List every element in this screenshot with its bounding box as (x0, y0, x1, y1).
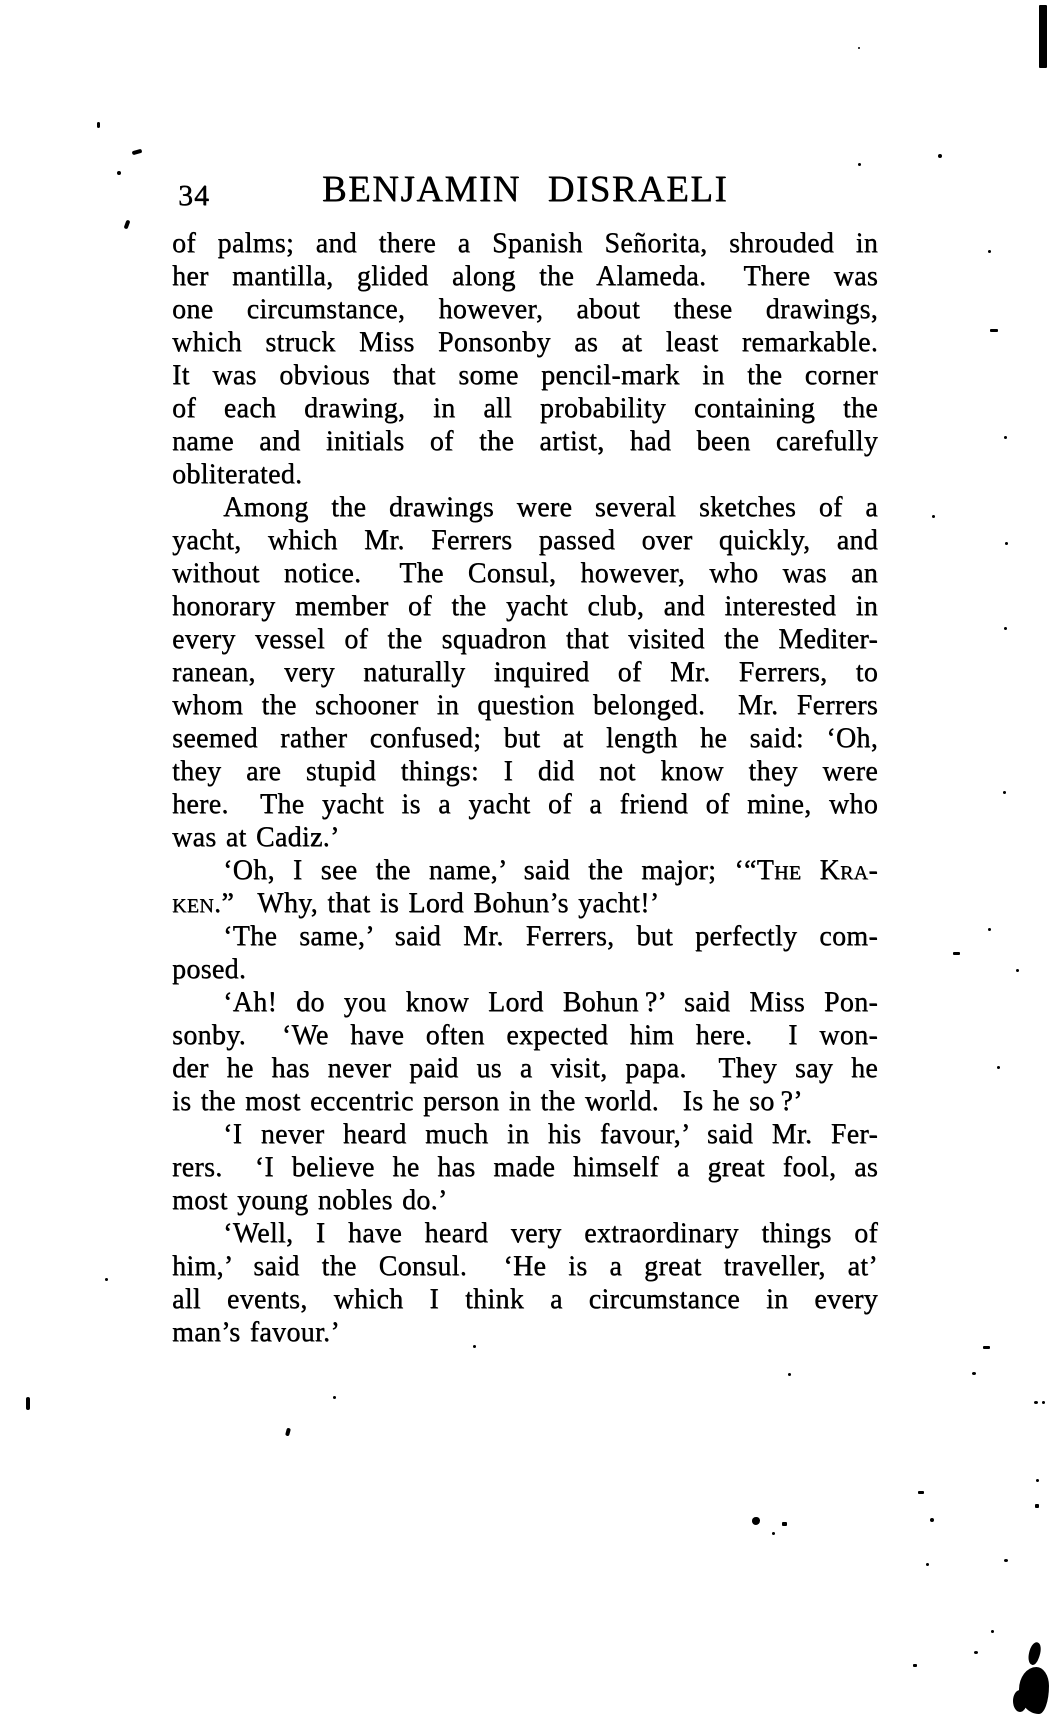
smallcaps-text: he (774, 855, 802, 886)
body-text: him,’ said the Consul. ‘He is a great traveller, at’ (172, 1251, 878, 1282)
scan-mark-streak (1026, 1641, 1044, 1666)
body-text: ‘I never heard much in his favour,’ said Mr. Fer- (223, 1119, 878, 1150)
scan-mark-dot (1004, 436, 1007, 439)
text-line (172, 1085, 878, 1118)
text-line (172, 623, 878, 656)
body-text: rers. ‘I believe he has made himself a great fool, as (172, 1152, 878, 1183)
page-text (172, 227, 878, 1349)
body-text: name and initials of the artist, had been carefully (172, 426, 878, 457)
body-text: which struck Miss Ponsonby as at least remarkable. (172, 327, 878, 358)
scan-mark-dash (983, 1346, 990, 1349)
scan-mark-blob (1019, 1667, 1049, 1714)
body-text: ‘The same,’ said Mr. Ferrers, but perfectly com- (223, 921, 878, 952)
scan-mark-bar (1039, 5, 1047, 68)
text-line (172, 293, 878, 326)
text-line (172, 359, 878, 392)
body-text: honorary member of the yacht club, and interested in (172, 591, 878, 622)
scan-mark-dot (1005, 542, 1008, 545)
text-line (172, 590, 878, 623)
text-line (172, 953, 878, 986)
body-text: man’s favour.’ (172, 1317, 340, 1348)
body-text: K (801, 855, 840, 886)
text-line (172, 656, 878, 689)
body-text: is the most eccentric person in the world. Is he so ?’ (172, 1086, 803, 1117)
text-line (172, 788, 878, 821)
scan-mark-dot (932, 515, 935, 518)
body-text: they are stupid things: I did not know they were (172, 756, 878, 787)
scan-mark-dash (990, 329, 998, 332)
scan-mark-dash (918, 1491, 924, 1494)
scan-mark-dot (1042, 1401, 1045, 1404)
scan-mark-dot (997, 1066, 1000, 1069)
text-line (172, 755, 878, 788)
text-line (172, 1019, 878, 1052)
scan-mark-dash (1035, 1504, 1039, 1508)
running-header: BENJAMIN DISRAELI (321, 169, 729, 210)
scan-mark-dot (1004, 1559, 1008, 1562)
text-line (172, 392, 878, 425)
text-line (172, 491, 878, 524)
body-text: obliterated. (172, 459, 303, 490)
scan-mark-dot (1034, 1401, 1038, 1404)
body-text: ‘Ah! do you know Lord Bohun ?’ said Miss Pon- (223, 987, 878, 1018)
scan-mark-dash (782, 1522, 787, 1526)
page-number: 34 (178, 179, 210, 212)
scan-mark-dot (105, 1278, 108, 1281)
text-line (172, 1151, 878, 1184)
scan-mark-dot (117, 171, 121, 175)
scan-mark-tick (26, 1397, 30, 1410)
body-text: posed. (172, 954, 247, 985)
body-text: every vessel of the squadron that visited the Mediter- (172, 624, 878, 655)
scan-mark-dot (1016, 969, 1019, 972)
body-text: ‘Oh, I see the name,’ said the major; ‘“T (223, 855, 775, 886)
scan-mark-tick (132, 149, 143, 155)
scan-mark-tick (285, 1428, 291, 1437)
scan-mark-tick (97, 122, 100, 128)
scan-mark-dot (1003, 791, 1006, 794)
text-line (172, 689, 878, 722)
scan-mark-blob2 (1013, 1690, 1027, 1712)
body-text: ‘Well, I have heard very extraordinary things of (223, 1218, 878, 1249)
scan-mark-dash (953, 952, 960, 955)
text-line (172, 1184, 878, 1217)
body-text: seemed rather confused; but at length he said: ‘Oh, (172, 723, 878, 754)
body-text: whom the schooner in question belonged. Mr. Ferrers (172, 690, 878, 721)
body-text: sonby. ‘We have often expected him here. I won- (172, 1020, 878, 1051)
scan-mark-dash (913, 1664, 917, 1667)
scan-mark-dot (930, 1518, 934, 1522)
body-text: here. The yacht is a yacht of a friend of mine, who (172, 789, 878, 820)
text-line (172, 854, 878, 887)
scan-mark-dot (926, 1563, 929, 1566)
text-line (172, 524, 878, 557)
scan-mark-dot (1004, 627, 1007, 630)
body-text: of each drawing, in all probability containing the (172, 393, 878, 424)
body-text: of palms; and there a Spanish Señorita, shrouded in (172, 228, 878, 259)
body-text: without notice. The Consul, however, who was an (172, 558, 878, 589)
text-line (172, 821, 878, 854)
scan-mark-dot (858, 163, 861, 166)
text-line (172, 887, 878, 920)
scan-mark-dot (858, 47, 860, 49)
scan-mark-dot (772, 1532, 775, 1535)
text-line (172, 1052, 878, 1085)
text-line (172, 1118, 878, 1151)
text-line (172, 986, 878, 1019)
body-text: Why, that is Lord Bohun’s yacht!’ (234, 888, 660, 919)
text-line (172, 920, 878, 953)
scan-mark-dot (938, 154, 942, 158)
body-text: one circumstance, however, about these drawings, (172, 294, 878, 325)
body-text: most young nobles do.’ (172, 1185, 448, 1216)
body-text: der he has never paid us a visit, papa. They say he (172, 1053, 878, 1084)
text-line (172, 227, 878, 260)
scan-mark-dot (974, 1651, 978, 1654)
body-text: was at Cadiz.’ (172, 822, 340, 853)
text-line (172, 260, 878, 293)
text-line (172, 458, 878, 491)
text-line (172, 1316, 878, 1349)
body-text: her mantilla, glided along the Alameda. There was (172, 261, 878, 292)
scan-mark-blot (752, 1517, 760, 1525)
scan-mark-tick (124, 220, 131, 230)
scan-mark-dot (988, 928, 991, 931)
body-text: Among the drawings were several sketches of a (223, 492, 878, 523)
scan-mark-dot (788, 1373, 791, 1376)
body-text: all events, which I think a circumstance in every (172, 1284, 878, 1315)
scan-mark-dot (333, 1396, 336, 1399)
scan-mark-dot (991, 1630, 994, 1633)
scan-mark-dot (988, 250, 991, 253)
smallcaps-text: ken.” (172, 888, 235, 919)
body-text: ranean, very naturally inquired of Mr. Ferrers, to (172, 657, 878, 688)
scan-mark-dot (1036, 1479, 1039, 1482)
text-line (172, 1217, 878, 1250)
text-line (172, 425, 878, 458)
text-line (172, 1283, 878, 1316)
body-text: It was obvious that some pencil-mark in the corner (172, 360, 878, 391)
smallcaps-text: ra- (839, 855, 878, 886)
text-line (172, 326, 878, 359)
body-text: yacht, which Mr. Ferrers passed over quickly, and (172, 525, 878, 556)
scan-mark-dot (972, 1372, 976, 1375)
text-line (172, 1250, 878, 1283)
text-line (172, 557, 878, 590)
text-line (172, 722, 878, 755)
